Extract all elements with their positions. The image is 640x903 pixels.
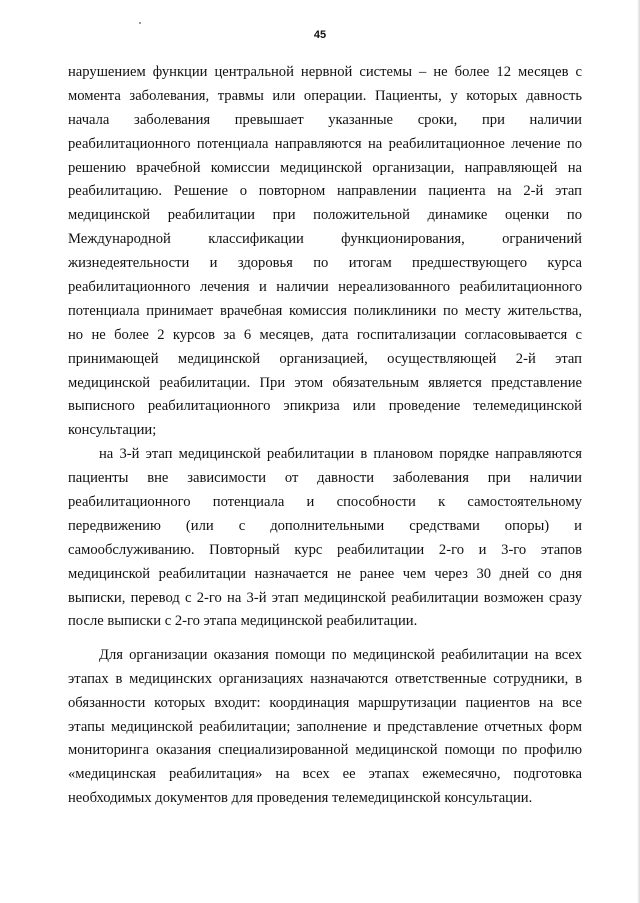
text-line: реабилитационного лечения и наличии нереализованного реабилитационного [68, 279, 582, 296]
text-line: начала заболевания превышает указанные сроки, при наличии [68, 111, 582, 128]
text-line: мониторинга оказания специализированной медицинской помощи по профилю [68, 742, 582, 759]
text-line: передвижению (или с дополнительными средствами опоры) и [68, 517, 582, 534]
text-line: после выписки с 2-го этапа медицинской реабилитации. [68, 613, 418, 630]
text-line: консультации; [68, 422, 157, 439]
text-line: потенциала принимает врачебная комиссия поликлиники по месту жительства, [68, 302, 582, 319]
text-line: на 3-й этап медицинской реабилитации в плановом порядке направляются [99, 446, 582, 463]
text-line: жизнедеятельности и здоровья по итогам предшествующего курса [68, 255, 582, 272]
text-line: решению врачебной комиссии медицинской организации, направляющей на [68, 159, 582, 176]
text-line: но не более 2 курсов за 6 месяцев, дата госпитализации согласовывается с [68, 326, 582, 343]
text-line: самообслуживанию. Повторный курс реабилитации 2-го и 3-го этапов [68, 541, 582, 558]
text-line: принимающей медицинской организацией, осуществляющей 2-й этап [68, 350, 582, 367]
text-line: этапах в медицинских организациях назначаются ответственные сотрудники, в [68, 670, 582, 687]
text-line: выписки, перевод с 2-го на 3-й этап медицинской реабилитации возможен сразу [68, 589, 582, 606]
text-line: обязанности которых входит: координация маршрутизации пациентов на все [68, 694, 582, 711]
text-line: этапы медицинской реабилитации; заполнение и представление отчетных форм [68, 718, 582, 735]
text-line: реабилитационного потенциала и способности к самостоятельному [68, 494, 582, 511]
text-line: выписного реабилитационного эпикриза или проведение телемедицинской [68, 398, 582, 415]
text-line: «медицинская реабилитация» на всех ее этапах ежемесячно, подготовка [68, 766, 582, 783]
page-number: 45 [313, 29, 327, 41]
text-line: реабилитационного потенциала направляются на реабилитационное лечение по [68, 135, 582, 152]
text-line: медицинской реабилитации. При этом обязательным является представление [68, 374, 582, 391]
text-line: Для организации оказания помощи по медицинской реабилитации на всех [99, 646, 582, 663]
text-line: нарушением функции центральной нервной системы – не более 12 месяцев с [68, 64, 582, 80]
body-text [68, 61, 582, 811]
text-line: медицинской реабилитации при положительной динамике оценки по [68, 207, 582, 224]
text-line: момента заболевания, травмы или операции. Пациенты, у которых давность [68, 87, 582, 104]
text-line: необходимых документов для проведения телемедицинской консультации. [68, 790, 533, 807]
paragraph-gap [68, 634, 582, 644]
text-line: пациенты вне зависимости от давности заболевания при наличии [68, 470, 582, 487]
text-line: Международной классификации функционирования, ограничений [68, 231, 582, 248]
scan-speck [139, 22, 141, 24]
text-line: реабилитацию. Решение о повторном направлении пациента на 2-й этап [68, 183, 582, 200]
text-line: медицинской реабилитации назначается не ранее чем через 30 дней со дня [68, 565, 582, 582]
